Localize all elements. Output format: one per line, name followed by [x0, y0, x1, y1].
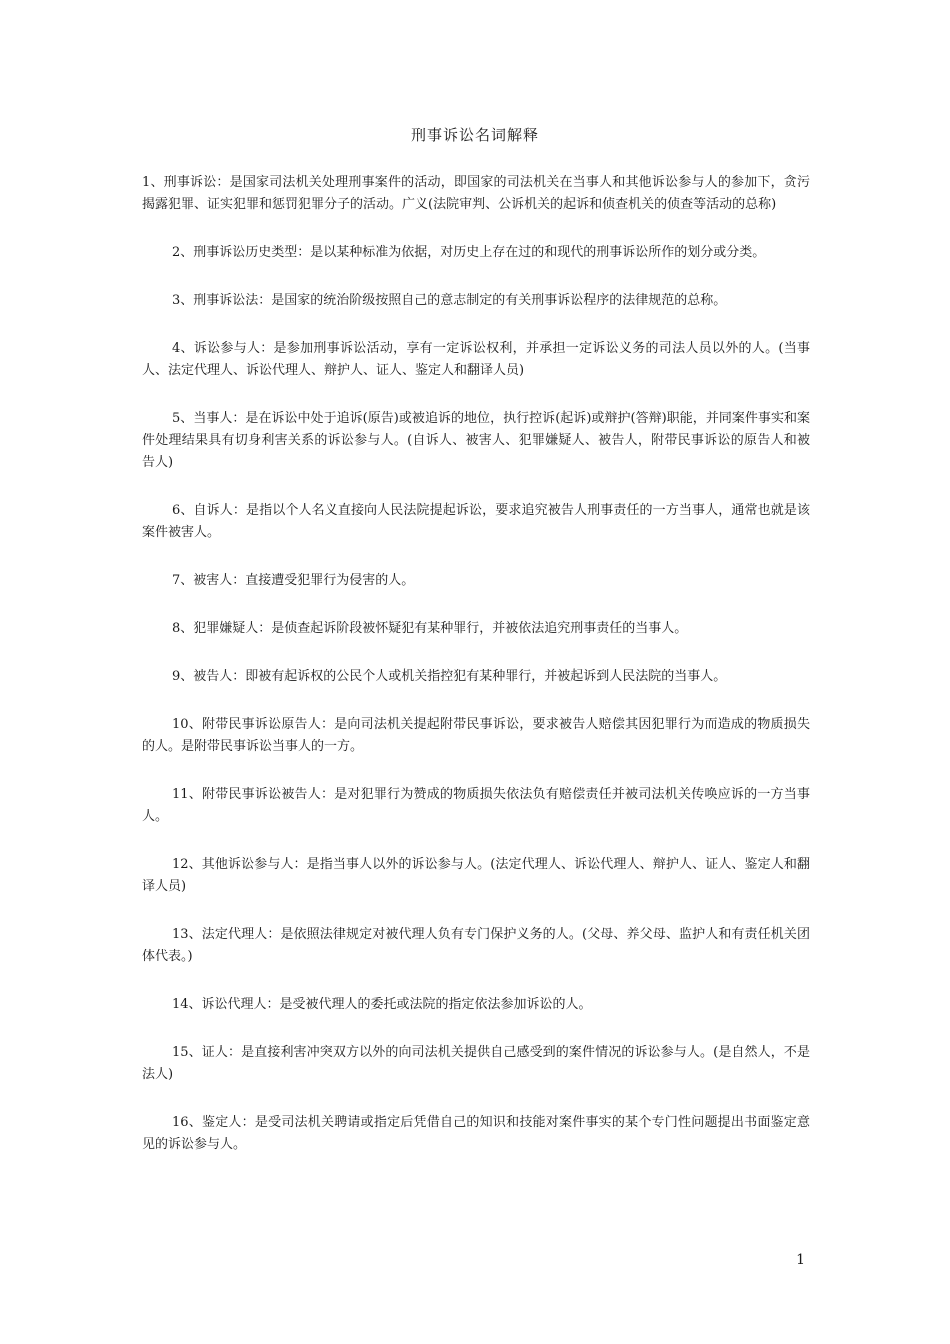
term-entry: 6、自诉人：是指以个人名义直接向人民法院提起诉讼，要求追究被告人刑事责任的一方当事人，通常也就是该案件被害人。	[142, 503, 810, 540]
term-entry: 14、诉讼代理人：是受被代理人的委托或法院的指定依法参加诉讼的人。	[172, 997, 592, 1012]
term-entry: 11、附带民事诉讼被告人：是对犯罪行为赞成的物质损失依法负有赔偿责任并被司法机关传唤应诉的一方当事人。	[142, 787, 810, 824]
term-entry: 3、刑事诉讼法：是国家的统治阶级按照自己的意志制定的有关刑事诉讼程序的法律规范的总称。	[172, 293, 727, 308]
term-entry: 10、附带民事诉讼原告人：是向司法机关提起附带民事诉讼，要求被告人赔偿其因犯罪行为而造成的物质损失的人。是附带民事诉讼当事人的一方。	[142, 717, 810, 754]
term-entry: 7、被害人：直接遭受犯罪行为侵害的人。	[172, 573, 415, 588]
term-entry: 5、当事人：是在诉讼中处于追诉(原告)或被追诉的地位，执行控诉(起诉)或辩护(答辩)职能，并同案件事实和案件处理结果具有切身利害关系的诉讼参与人。(自诉人、被害人、犯罪嫌疑人、被告人，附带民事诉讼的原告人和被告人)	[142, 411, 810, 470]
term-entry: 4、诉讼参与人：是参加刑事诉讼活动，享有一定诉讼权利，并承担一定诉讼义务的司法人员以外的人。(当事人、法定代理人、诉讼代理人、辩护人、证人、鉴定人和翻译人员)	[142, 341, 810, 378]
term-entry: 2、刑事诉讼历史类型：是以某种标准为依据，对历史上存在过的和现代的刑事诉讼所作的划分或分类。	[172, 245, 766, 260]
term-entry: 15、证人：是直接利害冲突双方以外的向司法机关提供自己感受到的案件情况的诉讼参与人。(是自然人，不是法人)	[142, 1045, 810, 1082]
document-title: 刑事诉讼名词解释	[410, 126, 539, 144]
term-entry: 13、法定代理人：是依照法律规定对被代理人负有专门保护义务的人。(父母、养父母、监护人和有责任机关团体代表。)	[142, 927, 810, 964]
term-entry: 16、鉴定人：是受司法机关聘请或指定后凭借自己的知识和技能对案件事实的某个专门性问题提出书面鉴定意见的诉讼参与人。	[142, 1115, 810, 1152]
term-entry: 12、其他诉讼参与人：是指当事人以外的诉讼参与人。(法定代理人、诉讼代理人、辩护人、证人、鉴定人和翻译人员)	[142, 857, 810, 894]
page-number: 1	[796, 1252, 805, 1268]
term-entry: 9、被告人：即被有起诉权的公民个人或机关指控犯有某种罪行，并被起诉到人民法院的当事人。	[172, 669, 727, 684]
term-list	[142, 172, 810, 1182]
term-entry: 8、犯罪嫌疑人：是侦查起诉阶段被怀疑犯有某种罪行，并被依法追究刑事责任的当事人。	[172, 621, 688, 636]
term-entry: 1、刑事诉讼：是国家司法机关处理刑事案件的活动，即国家的司法机关在当事人和其他诉讼参与人的参加下，贪污揭露犯罪、证实犯罪和惩罚犯罪分子的活动。广义(法院审判、公诉机关的起诉和侦查机关的侦查等活动的总称)	[142, 175, 810, 212]
